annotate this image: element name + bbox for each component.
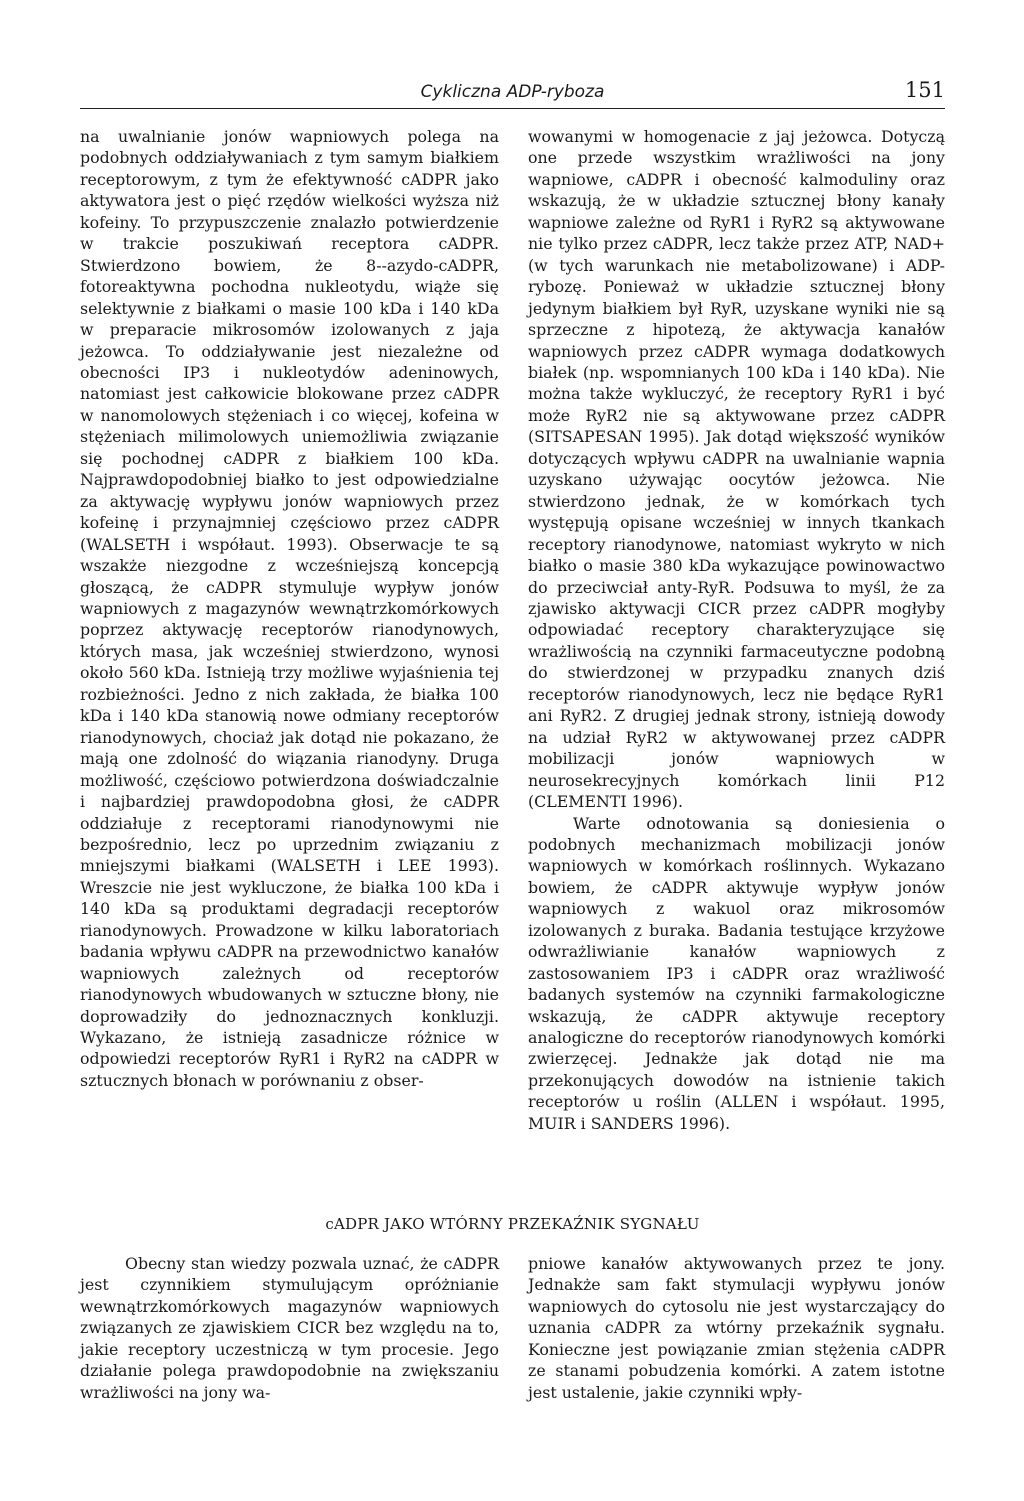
section-heading: cADPR JAKO WTÓRNY PRZEKAŹNIK SYGNAŁU [325, 1215, 700, 1233]
page-header [80, 78, 945, 109]
paragraph: Obecny stan wiedzy pozwala uznać, że cADPR jest czynnikiem stymulującym opróżnianie wewnątrzkomórkowych magazynów wapniowych związanych ze zjawiskiem CICR bez względu na to, jakie receptory uczestniczą w tym procesie. Jego działanie polega prawdopodobnie na zwiększaniu wrażliwości na jony wa- [80, 1254, 499, 1402]
lower-left-column [80, 1253, 499, 1403]
lower-right-column [528, 1253, 945, 1403]
paragraph: na uwalnianie jonów wapniowych polega na podobnych oddziaływaniach z tym samym białkiem receptorowym, z tym że efektywność cADPR jako aktywatora jest o pięć rzędów wielkości wyższa niż kofeiny. To przypuszczenie znalazło potwierdzenie w trakcie poszukiwań receptora cADPR. Stwierdzono bowiem, że 8--azydo-cADPR, fotoreaktywna pochodna nukleotydu, wiąże się selektywnie z białkami o masie 100 kDa i 140 kDa w preparacie mikrosomów izolowanych z jaja jeżowca. To oddziaływanie jest niezależne od obecności IP3 i nukleotydów adeninowych, natomiast jest całkowicie blokowane przez cADPR w nanomolowych stężeniach i co więcej, kofeina w stężeniach milimolowych uniemożliwia związanie się pochodnej cADPR z białkiem 100 kDa. Najprawdopodobniej białko to jest odpowiedzialne za aktywację wypływu jonów wapniowych przez kofeinę i przynajmniej częściowo przez cADPR (WALSETH i współaut. 1993). Obserwacje te są wszakże niezgodne z wcześniejszą koncepcją głoszącą, że cADPR stymuluje wypływ jonów wapniowych z magazynów wewnątrzkomórkowych poprzez aktywację receptorów rianodynowych, których masa, jak wcześniej stwierdzono, wynosi około 560 kDa. Istnieją trzy możliwe wyjaśnienia tej rozbieżności. Jedno z nich zakłada, że białka 100 kDa i 140 kDa stanowią nowe odmiany receptorów rianodynowych, chociaż jak dotąd nie pokazano, że mają one zdolność do wiązania rianodyny. Druga możliwość, częściowo potwierdzona doświadczalnie i najbardziej prawdopodobna głosi, że cADPR oddziałuje z receptorami rianodynowymi nie bezpośrednio, lecz po uprzednim związaniu z mniejszymi białkami (WALSETH i LEE 1993). Wreszcie nie jest wykluczone, że białka 100 kDa i 140 kDa są produktami degradacji receptorów rianodynowych. Prowadzone w kilku laboratoriach badania wpływu cADPR na przewodnictwo kanałów wapniowych zależnych od receptorów rianodynowych wbudowanych w sztuczne błony, nie doprowadziły do jednoznacznych konkluzji. Wykazano, że istnieją zasadnicze różnice w odpowiedzi receptorów RyR1 i RyR2 na cADPR w sztucznych błonach w porównaniu z obser- [80, 127, 499, 1090]
running-title: Cykliczna ADP-ryboza [420, 82, 605, 102]
paragraph: pniowe kanałów aktywowanych przez te jony. Jednakże sam fakt stymulacji wypływu jonów wapniowych do cytosolu nie jest wystarczający do uznania cADPR za wtórny przekaźnik sygnału. Konieczne jest powiązanie zmian stężenia cADPR ze stanami pobudzenia komórki. A zatem istotne jest ustalenie, jakie czynniki wpły- [528, 1254, 945, 1402]
upper-left-column [80, 126, 499, 1091]
page-number: 151 [904, 78, 945, 102]
paragraph: wowanymi w homogenacie z jaj jeżowca. Dotyczą one przede wszystkim wrażliwości na jony wapniowe, cADPR i obecność kalmoduliny oraz wskazują, że w układzie sztucznej błony kanały wapniowe zależne od RyR1 i RyR2 są aktywowane nie tylko przez cADPR, lecz także przez ATP, NAD+ (w tych warunkach nie metabolizowane) i ADP-rybozę. Ponieważ w układzie sztucznej błony jedynym białkiem był RyR, uzyskane wyniki nie są sprzeczne z hipotezą, że aktywacja kanałów wapniowych przez cADPR wymaga dodatkowych białek (np. wspomnianych 100 kDa i 140 kDa). Nie można także wykluczyć, że receptory RyR1 i być może RyR2 nie są aktywowane przez cADPR (SITSAPESAN 1995). Jak dotąd większość wyników dotyczących wpływu cADPR na uwalnianie wapnia uzyskano używając oocytów jeżowca. Nie stwierdzono jednak, że w komórkach tych występują opisane wcześniej w innych tkankach receptory rianodynowe, natomiast wykryto w nich białko o masie 380 kDa wykazujące powinowactwo do przeciwciał anty-RyR. Podsuwa to myśl, że za zjawisko aktywacji CICR przez cADPR mogłyby odpowiadać receptory charakteryzujące się wrażliwością na czynniki farmaceutyczne podobną do stwierdzonej w przypadku znanych dziś receptorów rianodynowych, lecz nie będące RyR1 ani RyR2. Z drugiej jednak strony, istnieją dowody na udział RyR2 w aktywowanej przez cADPR mobilizacji jonów wapniowych w neurosekrecyjnych komórkach linii P12 (CLEMENTI 1996). [528, 127, 945, 812]
paragraph: Warte odnotowania są doniesienia o podobnych mechanizmach mobilizacji jonów wapniowych w komórkach roślinnych. Wykazano bowiem, że cADPR aktywuje wypływ jonów wapniowych z wakuol oraz mikrosomów izolowanych z buraka. Badania testujące krzyżowe odwrażliwianie kanałów wapniowych z zastosowaniem IP3 i cADPR oraz wrażliwość badanych systemów na czynniki farmakologiczne wskazują, że cADPR aktywuje receptory analogiczne do receptorów rianodynowych komórki zwierzęcej. Jednakże jak dotąd nie ma przekonujących dowodów na istnienie takich receptorów u roślin (ALLEN i współaut. 1995, MUIR i SANDERS 1996). [528, 813, 945, 1133]
upper-right-column [528, 126, 945, 1134]
